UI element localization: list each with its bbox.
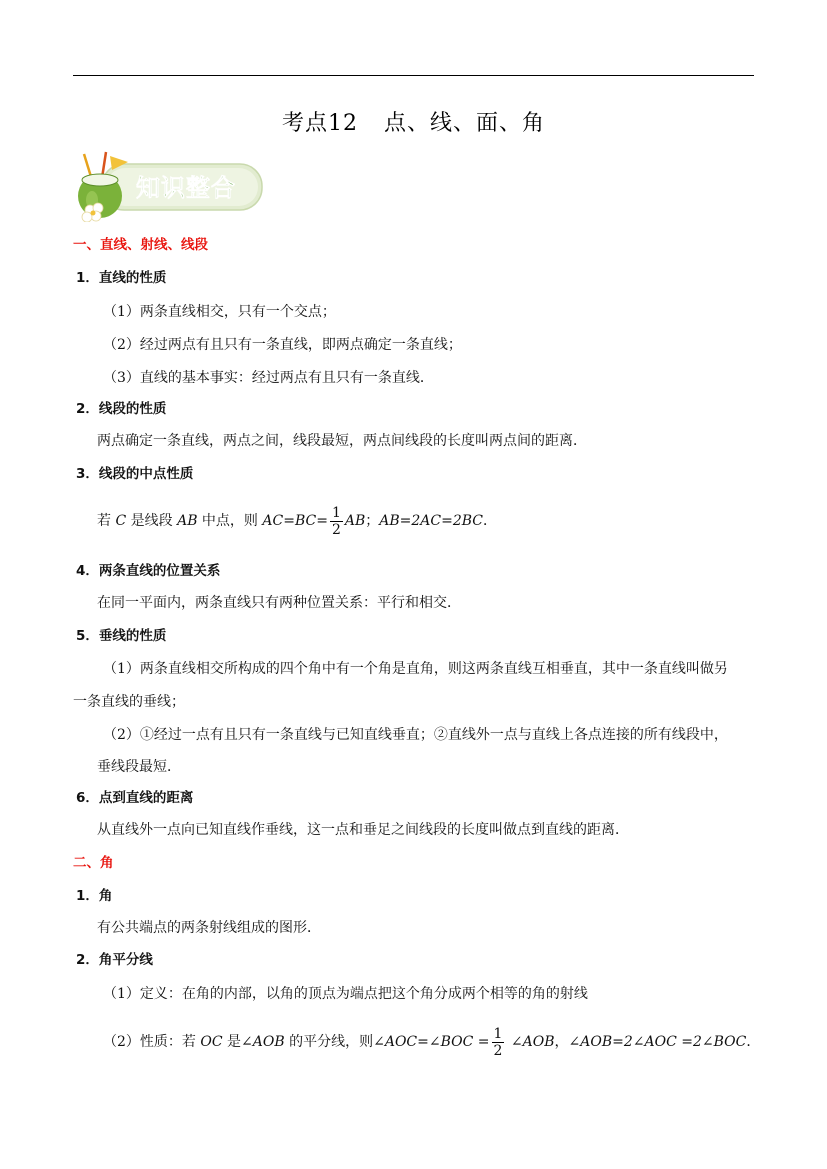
s5-p2a: （2）①经过一点有且只有一条直线与已知直线垂直；②直线外一点与直线上各点连接的所有线段中， (103, 727, 728, 743)
s1-p3: （3）直线的基本事实：经过两点有且只有一条直线． (103, 370, 434, 386)
header-rule (73, 75, 754, 76)
s2-title: 2．线段的性质 (76, 401, 167, 417)
page-title-part1: 考点12 (281, 111, 358, 136)
fraction-one-half: $\frac{1}{2}$ (331, 504, 341, 538)
bisector-definition: （1）定义：在角的内部，以角的顶点为端点把这个角分成两个相等的角的射线 (103, 986, 588, 1002)
s5-p1b: 一条直线的垂线； (73, 694, 185, 710)
s1-title: 1．直线的性质 (76, 270, 167, 286)
bisector-title: 2．角平分线 (76, 952, 153, 968)
bisector-property: （2）性质：若 OC 是∠AOB 的平分线，则∠AOC=∠BOC = $\frac{1}{2}$ ∠AOB，∠AOB=2∠AOC =2∠BOC． (103, 1025, 761, 1059)
banner-text: 知识整合 (136, 174, 236, 202)
angle-p1: 有公共端点的两条射线组成的图形． (97, 920, 321, 936)
s4-p1: 在同一平面内，两条直线只有两种位置关系：平行和相交． (97, 595, 461, 611)
section2-heading: 二、角 (73, 855, 114, 871)
s6-p1: 从直线外一点向已知直线作垂线，这一点和垂足之间线段的长度叫做点到直线的距离． (97, 822, 629, 838)
s5-p1a: （1）两条直线相交所构成的四个角中有一个角是直角，则这两条直线互相垂直，其中一条直线叫做另 (103, 661, 728, 677)
section1-heading: 一、直线、射线、线段 (73, 237, 208, 253)
s6-title: 6．点到直线的距离 (76, 790, 194, 806)
s5-title: 5．垂线的性质 (76, 628, 167, 644)
s3-formula: 若 C 是线段 AB 中点，则 AC=BC= $\frac{1}{2}$ AB；AB=2AC=2BC． (97, 504, 498, 538)
s5-p2b: 垂线段最短． (97, 759, 181, 775)
s3-title: 3．线段的中点性质 (76, 466, 194, 482)
page-title (0, 106, 827, 137)
angle-title: 1．角 (76, 888, 113, 904)
page-title-part2: 点、线、面、角 (383, 111, 545, 136)
s1-p2: （2）经过两点有且只有一条直线，即两点确定一条直线； (103, 337, 462, 353)
s4-title: 4．两条直线的位置关系 (76, 563, 221, 579)
s2-p1: 两点确定一条直线，两点之间，线段最短，两点间线段的长度叫两点间的距离． (97, 433, 587, 449)
s1-p1: （1）两条直线相交，只有一个交点； (103, 304, 336, 320)
knowledge-banner (76, 150, 266, 222)
fraction-one-half-2: $\frac{1}{2}$ (493, 1025, 503, 1059)
